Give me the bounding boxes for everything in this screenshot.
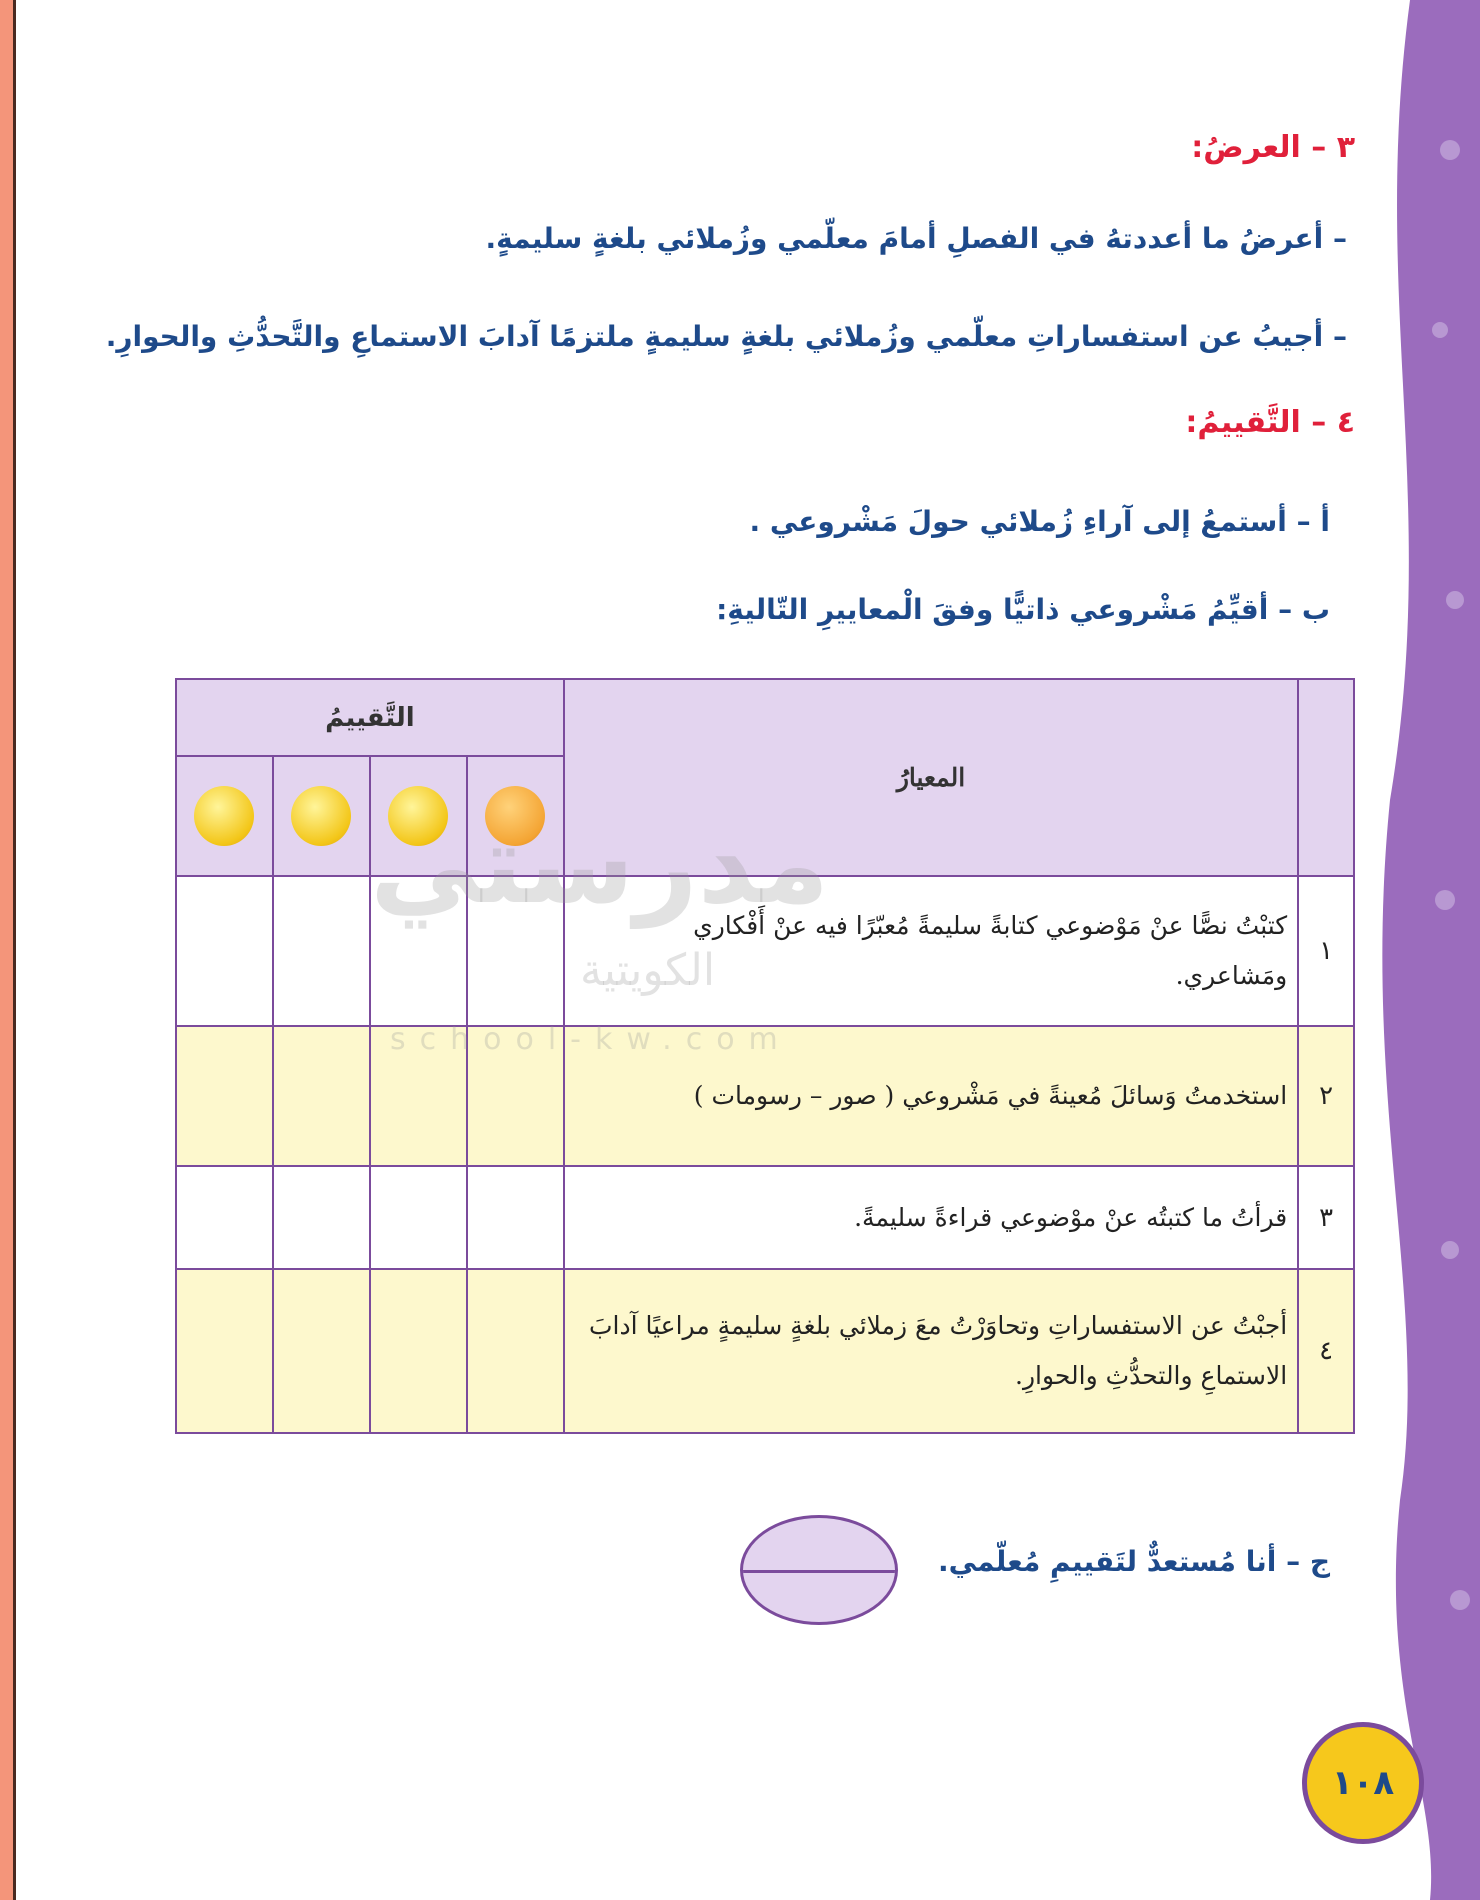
rating-cell[interactable] [370,876,467,1026]
rating-cell[interactable] [273,1269,370,1433]
rating-cell[interactable] [467,1269,564,1433]
criterion-text: أجبْتُ عن الاستفساراتِ وتحاوَرْتُ معَ زملائي بلغةٍ سليمةٍ مراعيًا آدابَ الاستماعِ والتحدُّثِ والحوارِ. [564,1269,1298,1433]
rating-cell[interactable] [467,876,564,1026]
rating-cell[interactable] [273,876,370,1026]
item-c-text: ج – أنا مُستعدٌّ لتَقييمِ مُعلّمي. [938,1545,1330,1578]
rating-cell[interactable] [176,876,273,1026]
row-number: ١ [1298,876,1354,1026]
left-page-edge [0,0,16,1900]
teacher-evaluation-oval [740,1515,898,1625]
rating-cell[interactable] [467,1166,564,1269]
sad-face-icon [194,786,254,846]
criterion-header: المعيارُ [564,679,1298,876]
section-3-heading: ٣ – العرضُ: [1191,130,1355,165]
happy-face-icon [388,786,448,846]
rating-excellent-header [467,756,564,876]
rating-cell[interactable] [370,1269,467,1433]
rating-cell[interactable] [273,1026,370,1166]
grinning-face-icon [485,786,545,846]
rating-fair-header [273,756,370,876]
row-number: ٢ [1298,1026,1354,1166]
rating-cell[interactable] [370,1026,467,1166]
page-number: ١٠٨ [1302,1722,1424,1844]
rating-header: التَّقييمُ [176,679,564,756]
decorative-side-band [1370,0,1480,1900]
criterion-text: قرأتُ ما كتبتُه عنْ موْضوعي قراءةً سليمةً. [564,1166,1298,1269]
section-4-heading: ٤ – التَّقييمُ: [1185,405,1355,440]
rating-cell[interactable] [273,1166,370,1269]
item-a-text: أ – أستمعُ إلى آراءِ زُملائي حولَ مَشْروعي . [749,505,1330,538]
item-b-text: ب – أقيِّمُ مَشْروعي ذاتيًّا وفقَ الْمعاييرِ التّاليةِ: [716,593,1330,626]
criterion-text: كتبْتُ نصًّا عنْ مَوْضوعي كتابةً سليمةً مُعبّرًا فيه عنْ أَفْكاري ومَشاعري. [564,876,1298,1026]
watermark-sub: الكويتية [580,945,716,996]
section-3-line-1: – أعرضُ ما أعددتهُ في الفصلِ أمامَ معلّمي وزُملائي بلغةٍ سليمةٍ. [485,222,1347,255]
rating-cell[interactable] [370,1166,467,1269]
number-header-cell [1298,679,1354,876]
criterion-text: استخدمتُ وَسائلَ مُعينةً في مَشْروعي ( صور – رسومات ) [564,1026,1298,1166]
rating-cell[interactable] [467,1026,564,1166]
rating-cell[interactable] [176,1166,273,1269]
watermark-url: school-kw.com [390,1022,792,1057]
table-row [176,1269,1354,1433]
watermark-brand: مدرستي [370,800,830,928]
rating-poor-header [176,756,273,876]
table-row [176,876,1354,1026]
row-number: ٤ [1298,1269,1354,1433]
neutral-face-icon [291,786,351,846]
table-row [176,1166,1354,1269]
rating-cell[interactable] [176,1269,273,1433]
rating-cell[interactable] [176,1026,273,1166]
rating-good-header [370,756,467,876]
table-row [176,1026,1354,1166]
evaluation-table [175,678,1355,1434]
row-number: ٣ [1298,1166,1354,1269]
section-3-line-2: – أجيبُ عن استفساراتِ معلّمي وزُملائي بلغةٍ سليمةٍ ملتزمًا آدابَ الاستماعِ والتَّحدُّثِ والحوارِ. [105,320,1347,353]
